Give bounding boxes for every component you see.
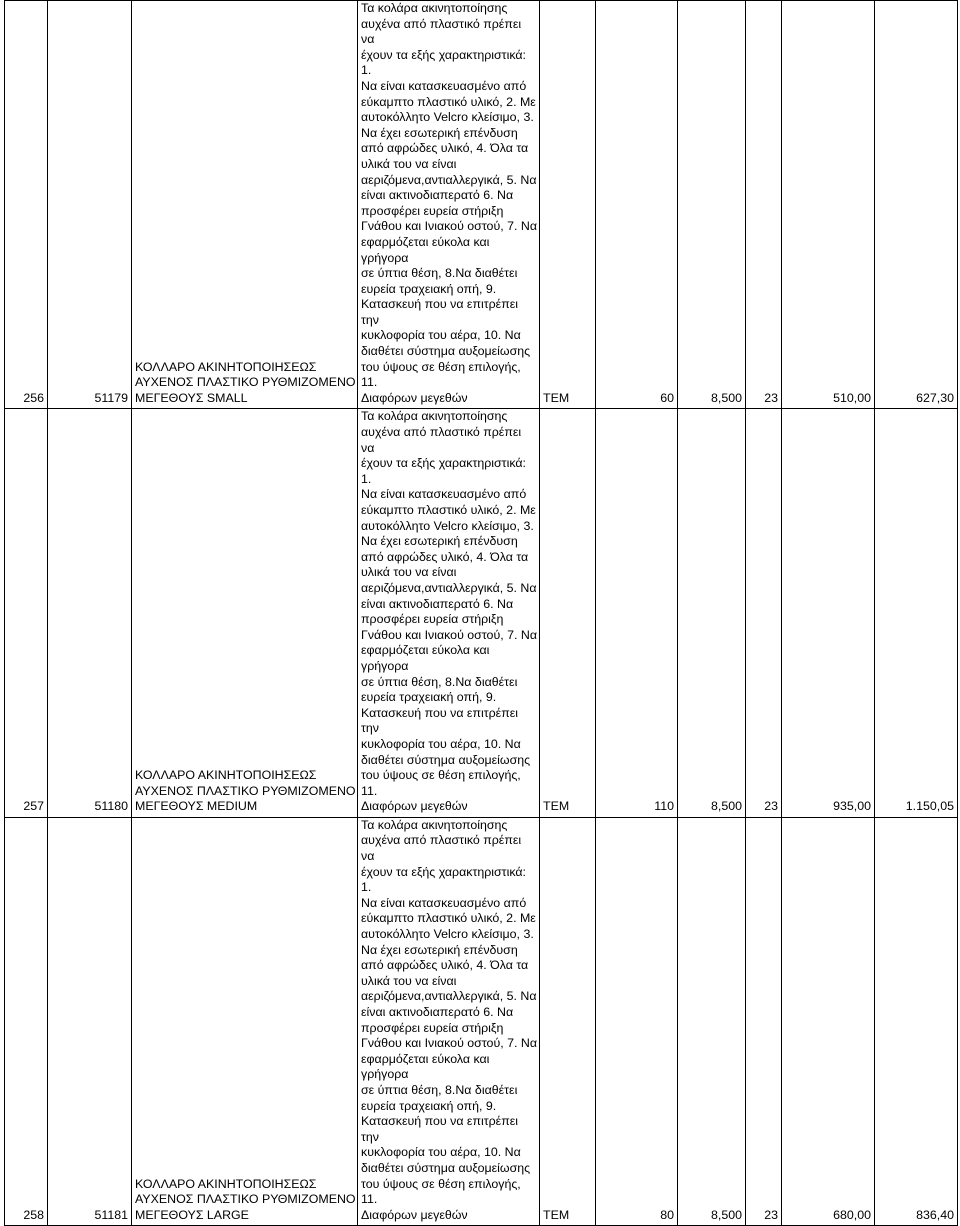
description-line: Γνάθου και Ινιακού οστού, 7. Να xyxy=(361,219,537,234)
quantity-cell: 60 xyxy=(596,1,678,409)
description-line: ευρεία τραχειακή οπή, 9. xyxy=(361,281,497,296)
description-line: κυκλοφορία του αέρα, 10. Να xyxy=(361,328,521,343)
description-line: αυτοκόλλητο Velcro κλείσιμο, 3. xyxy=(361,518,534,533)
item-number-cell: 258 xyxy=(5,817,48,1225)
description-line: Διαφόρων μεγεθών xyxy=(361,1207,468,1222)
description-line: αυτοκόλλητο Velcro κλείσιμο, 3. xyxy=(361,110,534,125)
description-line: αεριζόμενα,αντιαλλεργικά, 5. Να xyxy=(361,172,537,187)
description-line: σε ύπτια θέση, 8.Να διαθέτει xyxy=(361,1082,518,1097)
item-name-line: ΑΥΧΕΝΟΣ ΠΛΑΣΤΙΚΟ ΡΥΘΜΙΖΟΜΕΝΟ xyxy=(135,1192,356,1207)
description-line: Διαφόρων μεγεθών xyxy=(361,390,468,405)
item-number-cell: 256 xyxy=(5,1,48,409)
item-name-cell xyxy=(132,817,358,1225)
description-line: αυτοκόλλητο Velcro κλείσιμο, 3. xyxy=(361,927,534,942)
description-line: από αφρώδες υλικό, 4. Όλα τα xyxy=(361,549,529,564)
gross-total-cell: 836,40 xyxy=(875,817,958,1225)
description-line: αεριζόμενα,αντιαλλεργικά, 5. Να xyxy=(361,989,537,1004)
description-line: Να είναι κατασκευασμένο από xyxy=(361,78,527,93)
unit-cell: ΤΕΜ xyxy=(540,1,596,409)
description-line: κυκλοφορία του αέρα, 10. Να xyxy=(361,1145,521,1160)
vat-cell: 23 xyxy=(746,1,782,409)
item-description-cell xyxy=(358,817,540,1225)
description-line: εφαρμόζεται εύκολα και γρήγορα xyxy=(361,1051,490,1082)
description-line: του ύψους σε θέση επιλογής, 11. xyxy=(361,359,521,390)
description-line: έχουν τα εξής χαρακτηριστικά: 1. xyxy=(361,864,526,895)
description-line: αυχένα από πλαστικό πρέπει να xyxy=(361,833,522,864)
description-line: Να είναι κατασκευασμένο από xyxy=(361,895,527,910)
description-line: Κατασκευή που να επιτρέπει την xyxy=(361,297,519,327)
description-line: Τα κολάρα ακινητοποίησης xyxy=(361,1,508,15)
description-line: υλικά του να είναι xyxy=(361,565,457,580)
description-line: προσφέρει ευρεία στήριξη xyxy=(361,1020,504,1035)
item-name-line: ΚΟΛΛΑΡΟ ΑΚΙΝΗΤΟΠΟΙΗΣΕΩΣ xyxy=(135,359,317,374)
table-row xyxy=(5,409,958,817)
gross-total-cell: 627,30 xyxy=(875,1,958,409)
description-line: είναι ακτινοδιαπερατό 6. Να xyxy=(361,1005,514,1019)
unit-price-cell: 8,500 xyxy=(678,409,746,817)
description-line: Γνάθου και Ινιακού οστού, 7. Να xyxy=(361,1036,537,1051)
description-line: προσφέρει ευρεία στήριξη xyxy=(361,612,504,627)
description-line: διαθέτει σύστημα αυξομείωσης xyxy=(361,1160,531,1175)
description-line: από αφρώδες υλικό, 4. Όλα τα xyxy=(361,141,529,156)
description-line: ευρεία τραχειακή οπή, 9. xyxy=(361,690,497,705)
description-line: έχουν τα εξής χαρακτηριστικά: 1. xyxy=(361,47,526,78)
item-number-cell: 257 xyxy=(5,409,48,817)
item-code-cell: 51179 xyxy=(48,1,132,409)
description-line: διαθέτει σύστημα αυξομείωσης xyxy=(361,752,531,767)
description-line: του ύψους σε θέση επιλογής, 11. xyxy=(361,768,521,798)
description-line: προσφέρει ευρεία στήριξη xyxy=(361,203,504,218)
item-name-cell xyxy=(132,409,358,817)
description-line: Κατασκευή που να επιτρέπει την xyxy=(361,705,519,736)
unit-cell: ΤΕΜ xyxy=(540,409,596,817)
description-line: Κατασκευή που να επιτρέπει την xyxy=(361,1114,519,1144)
description-line: σε ύπτια θέση, 8.Να διαθέτει xyxy=(361,674,518,689)
item-name-cell xyxy=(132,1,358,409)
description-line: έχουν τα εξής χαρακτηριστικά: 1. xyxy=(361,456,526,486)
description-line: εύκαμπτο πλαστικό υλικό, 2. Με xyxy=(361,503,536,517)
description-line: ευρεία τραχειακή οπή, 9. xyxy=(361,1098,497,1113)
description-line: είναι ακτινοδιαπερατό 6. Να xyxy=(361,596,514,611)
description-line: υλικά του να είναι xyxy=(361,973,457,988)
description-line: εφαρμόζεται εύκολα και γρήγορα xyxy=(361,234,490,265)
description-line: κυκλοφορία του αέρα, 10. Να xyxy=(361,736,521,751)
item-code-cell: 51181 xyxy=(48,817,132,1225)
description-line: Γνάθου και Ινιακού οστού, 7. Να xyxy=(361,627,537,642)
item-code-cell: 51180 xyxy=(48,409,132,817)
item-description-cell xyxy=(358,1,540,409)
vat-cell: 23 xyxy=(746,409,782,817)
description-line: από αφρώδες υλικό, 4. Όλα τα xyxy=(361,958,529,973)
item-name-line: ΑΥΧΕΝΟΣ ΠΛΑΣΤΙΚΟ ΡΥΘΜΙΖΟΜΕΝΟ xyxy=(135,375,356,390)
item-name-line: ΜΕΓΕΘΟΥΣ LARGE xyxy=(135,1207,249,1222)
vat-cell: 23 xyxy=(746,817,782,1225)
description-line: Να είναι κατασκευασμένο από xyxy=(361,487,527,502)
description-line: αυχένα από πλαστικό πρέπει να xyxy=(361,425,522,455)
item-name-line: ΜΕΓΕΘΟΥΣ MEDIUM xyxy=(135,799,258,814)
description-line: Τα κολάρα ακινητοποίησης xyxy=(361,409,508,424)
unit-price-cell: 8,500 xyxy=(678,1,746,409)
description-line: εφαρμόζεται εύκολα και γρήγορα xyxy=(361,643,490,673)
unit-price-cell: 8,500 xyxy=(678,817,746,1225)
item-description-cell xyxy=(358,409,540,817)
net-total-cell: 680,00 xyxy=(782,817,875,1225)
table-row xyxy=(5,1,958,409)
description-line: εύκαμπτο πλαστικό υλικό, 2. Με xyxy=(361,911,536,926)
quantity-cell: 110 xyxy=(596,409,678,817)
item-name-line: ΜΕΓΕΘΟΥΣ SMALL xyxy=(135,390,248,405)
description-line: είναι ακτινοδιαπερατό 6. Να xyxy=(361,188,514,203)
net-total-cell: 935,00 xyxy=(782,409,875,817)
item-name-line: ΑΥΧΕΝΟΣ ΠΛΑΣΤΙΚΟ ΡΥΘΜΙΖΟΜΕΝΟ xyxy=(135,783,356,798)
description-line: Να έχει εσωτερική επένδυση xyxy=(361,125,518,140)
unit-cell: ΤΕΜ xyxy=(540,817,596,1225)
net-total-cell: 510,00 xyxy=(782,1,875,409)
item-name-line: ΚΟΛΛΑΡΟ ΑΚΙΝΗΤΟΠΟΙΗΣΕΩΣ xyxy=(135,1176,317,1191)
description-line: Διαφόρων μεγεθών xyxy=(361,799,468,814)
item-name-line: ΚΟΛΛΑΡΟ ΑΚΙΝΗΤΟΠΟΙΗΣΕΩΣ xyxy=(135,768,317,783)
quantity-cell: 80 xyxy=(596,817,678,1225)
description-line: Να έχει εσωτερική επένδυση xyxy=(361,534,518,549)
gross-total-cell: 1.150,05 xyxy=(875,409,958,817)
description-line: Να έχει εσωτερική επένδυση xyxy=(361,942,518,957)
description-line: αεριζόμενα,αντιαλλεργικά, 5. Να xyxy=(361,580,537,595)
description-line: Τα κολάρα ακινητοποίησης xyxy=(361,817,508,832)
description-line: του ύψους σε θέση επιλογής, 11. xyxy=(361,1176,521,1207)
description-line: αυχένα από πλαστικό πρέπει να xyxy=(361,16,522,47)
description-line: διαθέτει σύστημα αυξομείωσης xyxy=(361,344,531,359)
items-table xyxy=(4,0,958,1226)
description-line: σε ύπτια θέση, 8.Να διαθέτει xyxy=(361,266,518,281)
description-line: εύκαμπτο πλαστικό υλικό, 2. Με xyxy=(361,94,536,109)
table-row xyxy=(5,817,958,1225)
description-line: υλικά του να είναι xyxy=(361,156,457,171)
